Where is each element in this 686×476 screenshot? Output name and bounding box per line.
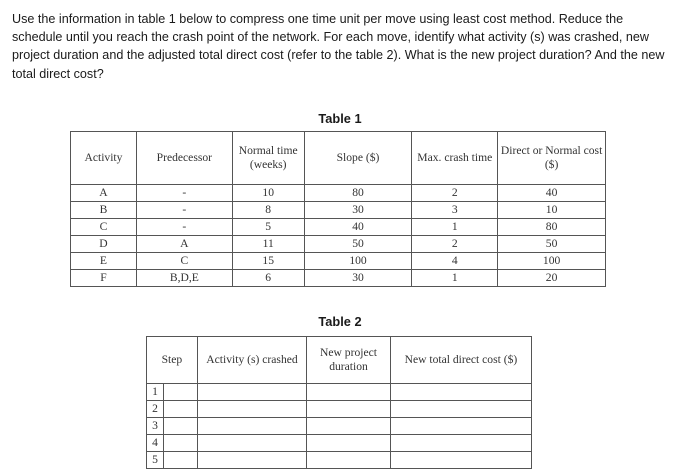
cell: 100 [304,253,412,270]
answer-cell[interactable] [390,418,531,435]
table1-header-row [71,132,606,185]
table-row [71,270,606,287]
cell: 3 [412,202,498,219]
cell: 11 [232,236,304,253]
header-activity: Activity [71,132,137,185]
cell: - [136,185,232,202]
cell: C [136,253,232,270]
cell: 10 [232,185,304,202]
header-predecessor: Predecessor [136,132,232,185]
cell: 30 [304,202,412,219]
header-step: Step [147,337,198,384]
header-max-crash-time: Max. crash time [412,132,498,185]
header-normal-time: Normal time (weeks) [232,132,304,185]
blank-cell [163,384,197,401]
answer-cell[interactable] [197,384,306,401]
blank-cell [163,452,197,469]
cell: 30 [304,270,412,287]
table-row [71,219,606,236]
step-number: 2 [147,401,164,418]
table-row [71,236,606,253]
answer-cell[interactable] [307,452,391,469]
table2-caption: Table 2 [318,314,362,329]
cell: - [136,219,232,236]
table-row [147,452,532,469]
cell: 40 [304,219,412,236]
cell: 50 [498,236,606,253]
step-number: 5 [147,452,164,469]
cell: 80 [498,219,606,236]
cell: 1 [412,270,498,287]
table2-header-row [147,337,532,384]
answer-cell[interactable] [307,384,391,401]
table-row [147,384,532,401]
cell: 50 [304,236,412,253]
answer-cell[interactable] [197,401,306,418]
blank-cell [163,435,197,452]
table-row [71,185,606,202]
cell: B [71,202,137,219]
cell: A [71,185,137,202]
cell: F [71,270,137,287]
cell: 2 [412,236,498,253]
table-2 [146,336,532,469]
table-row [147,418,532,435]
answer-cell[interactable] [390,384,531,401]
step-number: 3 [147,418,164,435]
answer-cell[interactable] [307,435,391,452]
header-direct-cost: Direct or Normal cost ($) [498,132,606,185]
header-new-total-cost: New total direct cost ($) [390,337,531,384]
table-row [147,401,532,418]
answer-cell[interactable] [197,435,306,452]
table-1 [70,131,606,287]
cell: B,D,E [136,270,232,287]
answer-cell[interactable] [390,435,531,452]
cell: 1 [412,219,498,236]
answer-cell[interactable] [307,418,391,435]
table-row [71,253,606,270]
table1-caption: Table 1 [318,111,362,126]
table-row [147,435,532,452]
cell: 8 [232,202,304,219]
answer-cell[interactable] [197,452,306,469]
answer-cell[interactable] [390,452,531,469]
cell: - [136,202,232,219]
step-number: 1 [147,384,164,401]
header-new-duration: New project duration [307,337,391,384]
cell: 20 [498,270,606,287]
cell: 6 [232,270,304,287]
cell: 10 [498,202,606,219]
cell: 40 [498,185,606,202]
cell: 5 [232,219,304,236]
table-row [71,202,606,219]
cell: C [71,219,137,236]
cell: 100 [498,253,606,270]
cell: A [136,236,232,253]
header-activity-crashed: Activity (s) crashed [197,337,306,384]
cell: 80 [304,185,412,202]
blank-cell [163,418,197,435]
answer-cell[interactable] [307,401,391,418]
cell: D [71,236,137,253]
step-number: 4 [147,435,164,452]
answer-cell[interactable] [390,401,531,418]
header-slope: Slope ($) [304,132,412,185]
cell: 4 [412,253,498,270]
question-text: Use the information in table 1 below to compress one time unit per move using least cost method. Reduce the schedule until you reach the crash point of the network. For each move, identify what activity (s) was crashed, new project duration and the adjusted total direct cost (refer to the table 2). What is the new project duration? And the new total direct cost? [12,12,665,81]
cell: E [71,253,137,270]
blank-cell [163,401,197,418]
answer-cell[interactable] [197,418,306,435]
cell: 15 [232,253,304,270]
cell: 2 [412,185,498,202]
